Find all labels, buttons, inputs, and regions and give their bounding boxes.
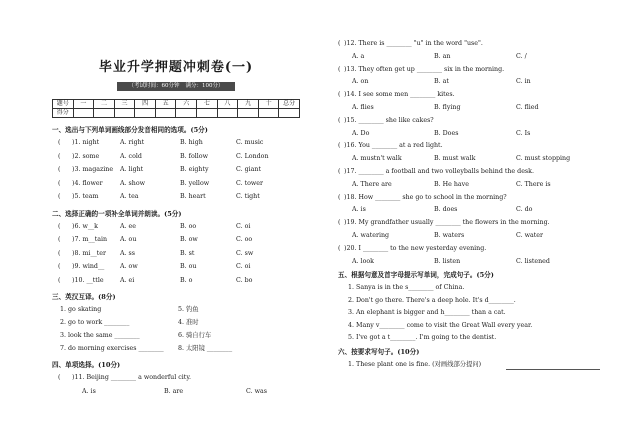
question-row	[52, 220, 300, 234]
question-row	[338, 243, 600, 256]
score-cell: 八	[217, 100, 238, 109]
fill-in-item	[338, 320, 600, 333]
option-c: C. /	[516, 52, 527, 60]
question-text: )13. They often get up ________ six in the morning.	[344, 65, 505, 73]
option-row	[338, 102, 600, 115]
option-a: A. light	[120, 166, 144, 173]
option-a: A. on	[352, 78, 369, 86]
option-b: B. flying	[434, 103, 461, 111]
score-entry-cell[interactable]	[279, 109, 300, 118]
exam-time: （考试时间：60分钟	[128, 83, 180, 89]
option-row	[338, 204, 600, 217]
option-a: A. ou	[120, 236, 137, 243]
translation-row	[52, 329, 300, 342]
fill-in-text[interactable]: 3. An elephant is bigger and h________ than a cat.	[348, 309, 506, 317]
answer-paren[interactable]: (	[58, 139, 61, 146]
section-6-title: 六、按要求写句子。(10分)	[338, 347, 420, 356]
rewrite-text: 1. These plant one is fine. (对画线部分提问)	[348, 360, 482, 368]
translation-item[interactable]: 5. 钓鱼	[178, 306, 199, 313]
option-b: B. follow	[180, 152, 208, 160]
answer-paren[interactable]: (	[338, 193, 341, 201]
option-c: C. listened	[516, 257, 550, 265]
rewrite-item	[338, 359, 600, 372]
translation-item[interactable]: 6. 骑自行车	[178, 332, 212, 339]
question-text: )7. m__tain	[72, 236, 108, 243]
question-row	[52, 260, 300, 274]
score-entry-cell[interactable]	[258, 109, 279, 118]
answer-paren[interactable]: (	[58, 236, 61, 243]
option-b: B. must walk	[434, 155, 476, 163]
answer-paren[interactable]: (	[338, 65, 341, 73]
question-row	[338, 38, 600, 51]
question-row	[52, 371, 300, 385]
option-c: C. giant	[236, 166, 261, 173]
answer-paren[interactable]: (	[58, 179, 61, 187]
translation-item[interactable]: 8. 太阳镜 ________	[178, 345, 233, 352]
option-c: C. Is	[516, 129, 531, 137]
option-a: A. ei	[120, 276, 135, 284]
option-c: C. music	[236, 139, 264, 146]
option-row	[338, 230, 600, 243]
score-cell: 九	[238, 100, 259, 109]
answer-paren[interactable]: (	[58, 263, 61, 270]
option-b: B. Does	[434, 129, 459, 137]
question-text: )2. some	[72, 152, 100, 160]
question-text: )10. __ttle	[72, 276, 104, 284]
option-c: C. oi	[236, 222, 251, 230]
question-text: )19. My grandfather usually ________ the flowers in the morning.	[344, 219, 550, 227]
question-text: )3. magazine	[72, 166, 114, 173]
option-a: A. is	[352, 206, 366, 214]
question-text: )6. w__k	[72, 222, 98, 230]
question-row	[338, 217, 600, 230]
option-a: A. watering	[352, 231, 390, 239]
score-cell: 总分	[279, 100, 300, 109]
question-text: )5. team	[72, 193, 99, 200]
question-row	[52, 177, 300, 191]
answer-paren[interactable]: (	[338, 142, 341, 150]
exam-score: 满分：100分）	[185, 83, 224, 89]
fill-in-item	[338, 282, 600, 295]
exam-info-bar	[117, 82, 235, 91]
score-cell: 题号	[53, 100, 74, 109]
option-b: B. are	[164, 387, 184, 395]
option-b: B. waters	[434, 231, 465, 239]
question-row	[52, 190, 300, 204]
option-c: C. oo	[236, 236, 253, 243]
question-row	[338, 166, 600, 179]
option-c: C. was	[246, 387, 267, 395]
option-row	[338, 256, 600, 269]
translation-item[interactable]: 4. 准时	[178, 319, 199, 326]
option-a: A. tea	[120, 193, 139, 200]
question-text: )20. I ________ to the new yesterday evening.	[344, 244, 487, 252]
option-b: B. high	[180, 139, 203, 146]
option-a: A. show	[120, 179, 146, 187]
option-a: A. look	[352, 257, 374, 265]
answer-paren[interactable]: (	[58, 374, 61, 381]
question-row	[52, 150, 300, 164]
answer-paren[interactable]: (	[338, 167, 341, 175]
score-entry-cell[interactable]	[238, 109, 259, 118]
question-text: )18. How ________ she go to school in the morning?	[344, 193, 507, 201]
page-title: 毕业升学押题冲刺卷(一)	[98, 60, 254, 75]
option-a: A. There are	[352, 180, 392, 188]
score-entry-cell[interactable]	[155, 109, 176, 118]
question-text: )15. ________ she like cakes?	[344, 116, 434, 124]
option-a: A. ss	[120, 249, 136, 257]
translation-row	[52, 342, 300, 355]
score-cell: 六	[176, 100, 197, 109]
option-a: A. mustn't walk	[352, 155, 402, 163]
option-row	[338, 51, 600, 64]
fill-in-text[interactable]: 5. I've got a t________. I'm going to the dentist.	[348, 334, 497, 342]
option-c: C. must stopping	[516, 155, 571, 163]
score-entry-cell[interactable]	[114, 109, 135, 118]
question-row	[52, 163, 300, 177]
option-a: A. a	[352, 52, 365, 60]
answer-line[interactable]	[506, 369, 600, 370]
fill-in-item	[338, 307, 600, 320]
question-text: )17. ________ a football and two volleyballs behind the desk.	[344, 167, 534, 175]
option-a: A. is	[82, 387, 96, 395]
score-entry-cell[interactable]	[73, 109, 94, 118]
section-1-title: 一、选出与下列单词画线部分发音相同的选项。(5分)	[52, 126, 208, 134]
fill-in-text[interactable]: 1. Sanya is in the s________ of China.	[348, 284, 465, 292]
option-c: C. do	[516, 206, 533, 214]
question-text: )4. flower	[72, 179, 103, 187]
answer-paren[interactable]: (	[338, 91, 341, 99]
option-b: B. does	[434, 206, 458, 214]
option-row	[52, 385, 300, 399]
option-row	[338, 153, 600, 166]
option-a: A. Do	[352, 129, 370, 137]
option-b: B. oo	[180, 222, 197, 230]
answer-paren[interactable]: (	[58, 166, 61, 173]
option-b: B. ow	[180, 236, 198, 243]
option-a: A. cold	[120, 152, 142, 160]
option-b: B. st	[180, 249, 195, 257]
option-c: C. water	[516, 231, 544, 239]
option-c: C. sw	[236, 249, 254, 257]
option-b: B. ou	[180, 263, 197, 270]
score-cell: 一	[73, 100, 94, 109]
answer-paren[interactable]: (	[338, 40, 341, 47]
question-text: )14. I see some men ________ kites.	[344, 91, 455, 99]
option-b: B. listen	[434, 257, 461, 265]
option-b: B. eighty	[180, 166, 209, 173]
option-c: C. flied	[516, 103, 539, 111]
option-b: B. yellow	[180, 179, 210, 187]
left-column	[52, 56, 300, 398]
score-table-header	[53, 100, 300, 109]
score-table-score-row	[53, 109, 300, 118]
question-text: )12. There is ________ "u" in the word "use".	[344, 40, 483, 47]
fill-in-text[interactable]: 2. Don't go there. There's a deep hole. It's d________.	[348, 296, 516, 304]
option-row	[338, 179, 600, 192]
fill-in-item	[338, 332, 600, 345]
translation-item[interactable]: 1. go skating	[60, 306, 102, 313]
score-cell: 五	[155, 100, 176, 109]
translation-item[interactable]: 2. go to work ________	[60, 319, 130, 326]
section-5-title: 五、根据句意及首字母提示写单词，完成句子。(5分)	[338, 271, 494, 280]
score-entry-cell[interactable]	[94, 109, 115, 118]
option-b: B. o	[180, 276, 193, 284]
option-a: A. ee	[120, 222, 137, 230]
translation-item[interactable]: 7. do morning exercises ________	[60, 345, 164, 352]
answer-paren[interactable]: (	[58, 249, 61, 257]
score-cell: 三	[114, 100, 135, 109]
option-c: C. tower	[236, 179, 264, 187]
question-row	[338, 192, 600, 205]
translation-row	[52, 316, 300, 329]
score-entry-cell[interactable]	[197, 109, 218, 118]
score-cell: 得分	[53, 109, 74, 118]
option-row	[338, 76, 600, 89]
option-c: C. London	[236, 152, 269, 160]
question-row	[52, 274, 300, 288]
answer-paren[interactable]: (	[58, 193, 61, 200]
question-text: )11. Beijing ________ a wonderful city.	[72, 374, 192, 381]
option-c: C. in	[516, 78, 531, 86]
option-c: C. oi	[236, 263, 251, 270]
section-4-title: 四、单项选择。(10分)	[52, 361, 121, 369]
section-2-title: 二、选择正确的一项补全单词并朗读。(5分)	[52, 209, 182, 218]
fill-in-item	[338, 295, 600, 308]
answer-paren[interactable]: (	[58, 222, 61, 230]
answer-paren[interactable]: (	[338, 219, 341, 227]
score-cell: 十	[258, 100, 279, 109]
option-c: C. tight	[236, 193, 260, 200]
score-table	[52, 99, 300, 118]
option-a: A. ow	[120, 263, 138, 270]
score-entry-cell[interactable]	[135, 109, 156, 118]
answer-paren[interactable]: (	[58, 152, 61, 160]
question-row	[52, 136, 300, 150]
option-b: B. at	[434, 78, 449, 86]
question-row	[338, 115, 600, 128]
section-3-title: 三、英汉互译。(8分)	[52, 293, 116, 301]
score-entry-cell[interactable]	[176, 109, 197, 118]
translation-item[interactable]: 3. look the same ________	[60, 332, 140, 339]
right-column	[338, 38, 600, 371]
question-row	[52, 233, 300, 247]
option-b: B. an	[434, 52, 451, 60]
score-cell: 二	[94, 100, 115, 109]
option-b: B. heart	[180, 193, 206, 200]
question-text: )8. mi__ter	[72, 249, 107, 257]
score-cell: 四	[135, 100, 156, 109]
option-row	[338, 128, 600, 141]
option-c: C. bo	[236, 276, 253, 284]
question-text: )1. night	[72, 139, 100, 146]
score-entry-cell[interactable]	[217, 109, 238, 118]
translation-row	[52, 303, 300, 316]
option-a: A. flies	[352, 103, 374, 111]
score-cell: 七	[197, 100, 218, 109]
answer-paren[interactable]: (	[338, 244, 341, 252]
question-row	[338, 140, 600, 153]
fill-in-text[interactable]: 4. Many v________ come to visit the Great Wall every year.	[348, 321, 533, 329]
question-text: )16. You ________ at a red light.	[344, 142, 443, 150]
question-row	[338, 89, 600, 102]
question-text: )9. wind__	[72, 263, 105, 270]
question-row	[338, 64, 600, 77]
answer-paren[interactable]: (	[338, 116, 341, 124]
option-c: C. There is	[516, 180, 551, 188]
question-row	[52, 247, 300, 261]
option-a: A. right	[120, 139, 145, 146]
answer-paren[interactable]: (	[58, 276, 61, 284]
option-b: B. He have	[434, 180, 469, 188]
